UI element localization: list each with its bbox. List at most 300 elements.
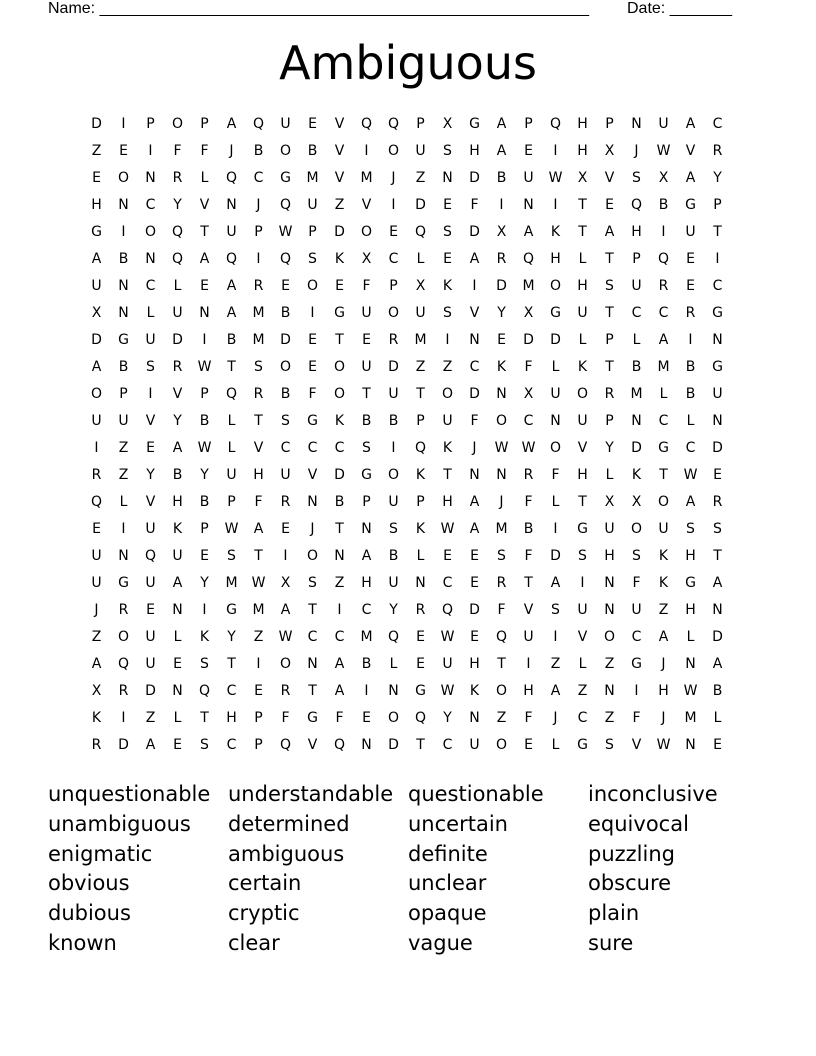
grid-letter: X (631, 494, 642, 510)
grid-letter: G (577, 521, 588, 537)
grid-letter: Q (360, 116, 373, 132)
grid-row (83, 246, 733, 273)
grid-letter: M (225, 575, 238, 591)
grid-letter: D (469, 170, 480, 186)
grid-letter: I (94, 440, 99, 456)
grid-letter: F (200, 143, 209, 159)
grid-letter: U (307, 197, 318, 213)
grid-letter: I (256, 656, 261, 672)
grid-letter: D (712, 629, 723, 645)
grid-letter: C (226, 737, 237, 753)
grid-letter: G (415, 683, 426, 699)
grid-letter: L (200, 170, 209, 186)
grid-letter: H (442, 494, 453, 510)
grid-letter: E (524, 737, 533, 753)
grid-letter: T (443, 467, 452, 483)
word-list-item: sure (588, 930, 634, 955)
grid-letter: U (577, 413, 588, 429)
grid-letter: D (388, 359, 399, 375)
grid-letter: E (362, 332, 371, 348)
grid-letter: S (443, 224, 452, 240)
grid-letter: B (361, 413, 372, 429)
grid-letter: I (364, 143, 369, 159)
grid-letter: O (630, 521, 643, 537)
grid-letter: X (91, 683, 102, 699)
grid-letter: T (308, 683, 317, 699)
grid-letter: C (442, 737, 453, 753)
grid-letter: Z (91, 143, 102, 159)
grid-letter: N (604, 683, 615, 699)
grid-letter: T (578, 494, 587, 510)
grid-letter: Y (605, 440, 614, 456)
grid-letter: V (685, 143, 696, 159)
grid-letter: B (118, 251, 129, 267)
grid-letter: L (173, 629, 182, 645)
grid-letter: A (361, 548, 372, 564)
grid-letter: Q (387, 116, 400, 132)
grid-letter: N (604, 602, 615, 618)
grid-letter: X (523, 305, 534, 321)
grid-letter: B (334, 494, 345, 510)
grid-letter: N (199, 305, 210, 321)
grid-letter: R (604, 386, 615, 402)
grid-letter: R (712, 143, 723, 159)
grid-letter: I (256, 251, 261, 267)
grid-letter: I (391, 440, 396, 456)
grid-letter: O (549, 278, 562, 294)
grid-letter: Q (414, 224, 427, 240)
grid-letter: U (361, 359, 372, 375)
grid-letter: N (496, 386, 507, 402)
grid-letter: N (172, 602, 183, 618)
grid-letter: M (414, 332, 427, 348)
grid-letter: F (524, 548, 533, 564)
grid-letter: T (335, 332, 344, 348)
grid-letter: S (686, 521, 695, 537)
grid-letter: R (172, 170, 183, 186)
grid-letter: E (173, 656, 182, 672)
grid-letter: A (226, 278, 237, 294)
grid-letter: O (279, 143, 292, 159)
grid-letter: L (578, 656, 587, 672)
grid-letter: E (524, 143, 533, 159)
grid-letter: X (415, 278, 426, 294)
grid-letter: W (440, 629, 455, 645)
grid-letter: H (253, 467, 264, 483)
grid-letter: W (197, 440, 212, 456)
grid-letter: E (416, 656, 425, 672)
grid-letter: S (497, 548, 506, 564)
grid-letter: G (226, 602, 237, 618)
grid-letter: T (362, 386, 371, 402)
grid-letter: W (440, 521, 455, 537)
grid-letter: T (605, 359, 614, 375)
grid-letter: Z (118, 467, 129, 483)
grid-letter: K (469, 683, 480, 699)
grid-letter: B (496, 170, 507, 186)
grid-letter: E (686, 278, 695, 294)
grid-letter: M (252, 305, 265, 321)
word-list-item: uncertain (408, 811, 508, 836)
grid-letter: V (361, 197, 372, 213)
grid-row (83, 570, 733, 597)
grid-letter: G (307, 413, 318, 429)
grid-letter: R (118, 602, 129, 618)
grid-letter: A (658, 629, 669, 645)
grid-letter: F (524, 359, 533, 375)
grid-letter: C (253, 170, 264, 186)
grid-letter: E (308, 332, 317, 348)
grid-letter: A (226, 305, 237, 321)
grid-letter: Y (200, 575, 209, 591)
grid-letter: V (604, 170, 615, 186)
grid-letter: T (200, 224, 209, 240)
grid-letter: H (91, 197, 102, 213)
grid-letter: T (605, 251, 614, 267)
grid-letter: E (443, 548, 452, 564)
grid-letter: I (553, 197, 558, 213)
grid-letter: B (280, 386, 291, 402)
grid-letter: I (148, 143, 153, 159)
grid-letter: A (199, 251, 210, 267)
grid-letter: Q (144, 548, 157, 564)
grid-letter: O (333, 386, 346, 402)
grid-letter: H (577, 278, 588, 294)
grid-letter: B (280, 305, 291, 321)
grid-letter: R (91, 467, 102, 483)
grid-row (83, 219, 733, 246)
grid-letter: G (118, 332, 129, 348)
grid-letter: V (334, 170, 345, 186)
grid-letter: U (145, 656, 156, 672)
grid-letter: P (524, 116, 533, 132)
grid-letter: B (658, 197, 669, 213)
grid-letter: U (577, 602, 588, 618)
grid-letter: E (362, 710, 371, 726)
grid-letter: I (526, 656, 531, 672)
grid-letter: C (388, 251, 399, 267)
grid-letter: I (715, 251, 720, 267)
grid-letter: A (604, 224, 615, 240)
grid-letter: I (121, 116, 126, 132)
grid-letter: S (308, 575, 317, 591)
grid-row (83, 192, 733, 219)
grid-row (83, 111, 733, 138)
grid-row (83, 435, 733, 462)
grid-letter: N (118, 197, 129, 213)
grid-row (83, 489, 733, 516)
grid-letter: I (553, 521, 558, 537)
grid-letter: O (306, 548, 319, 564)
grid-letter: A (550, 683, 561, 699)
grid-letter: S (146, 359, 155, 375)
grid-letter: P (713, 197, 722, 213)
grid-letter: N (469, 332, 480, 348)
grid-letter: V (172, 386, 183, 402)
grid-letter: Q (225, 251, 238, 267)
grid-letter: R (91, 737, 102, 753)
grid-letter: O (279, 359, 292, 375)
grid-letter: M (252, 332, 265, 348)
grid-letter: I (310, 305, 315, 321)
grid-letter: Y (173, 413, 182, 429)
grid-letter: P (254, 710, 263, 726)
grid-letter: U (118, 413, 129, 429)
grid-letter: C (658, 413, 669, 429)
grid-letter: C (361, 602, 372, 618)
grid-letter: L (605, 467, 614, 483)
grid-letter: R (685, 305, 696, 321)
grid-letter: U (226, 224, 237, 240)
grid-letter: N (469, 467, 480, 483)
grid-letter: V (199, 197, 210, 213)
grid-letter: N (685, 737, 696, 753)
grid-letter: O (495, 413, 508, 429)
grid-letter: U (172, 548, 183, 564)
grid-letter: U (658, 521, 669, 537)
grid-letter: M (306, 170, 319, 186)
grid-letter: P (200, 116, 209, 132)
grid-letter: M (495, 521, 508, 537)
grid-letter: V (307, 737, 318, 753)
grid-letter: V (253, 440, 264, 456)
grid-letter: H (685, 548, 696, 564)
grid-letter: N (631, 413, 642, 429)
grid-letter: C (145, 278, 156, 294)
grid-letter: G (685, 575, 696, 591)
grid-row (83, 354, 733, 381)
grid-letter: G (550, 305, 561, 321)
grid-letter: I (553, 143, 558, 159)
grid-letter: X (361, 251, 372, 267)
grid-row (83, 651, 733, 678)
grid-letter: X (91, 305, 102, 321)
grid-letter: I (634, 683, 639, 699)
grid-letter: O (333, 359, 346, 375)
grid-letter: P (416, 494, 425, 510)
grid-letter: A (712, 575, 723, 591)
grid-letter: J (661, 710, 666, 726)
grid-letter: A (469, 251, 480, 267)
grid-letter: A (685, 170, 696, 186)
grid-letter: O (549, 440, 562, 456)
grid-letter: E (470, 629, 479, 645)
grid-letter: L (227, 440, 236, 456)
word-list-item: ambiguous (228, 841, 345, 866)
grid-letter: C (631, 629, 642, 645)
grid-letter: M (630, 386, 643, 402)
grid-letter: U (604, 521, 615, 537)
grid-letter: T (227, 656, 236, 672)
grid-letter: G (712, 359, 723, 375)
grid-letter: F (254, 494, 263, 510)
grid-letter: N (631, 116, 642, 132)
grid-letter: N (118, 278, 129, 294)
grid-letter: V (469, 305, 480, 321)
word-list (48, 780, 788, 959)
grid-letter: F (281, 710, 290, 726)
grid-letter: Z (577, 683, 588, 699)
grid-letter: H (658, 683, 669, 699)
grid-letter: I (580, 575, 585, 591)
grid-letter: B (307, 143, 318, 159)
grid-letter: U (550, 386, 561, 402)
grid-letter: W (278, 629, 293, 645)
grid-letter: E (281, 278, 290, 294)
grid-letter: D (550, 332, 561, 348)
grid-letter: L (551, 359, 560, 375)
grid-letter: U (145, 332, 156, 348)
grid-letter: J (472, 440, 477, 456)
grid-letter: L (119, 494, 128, 510)
grid-letter: Y (200, 467, 209, 483)
grid-letter: N (118, 548, 129, 564)
grid-letter: H (577, 143, 588, 159)
grid-letter: O (387, 305, 400, 321)
grid-letter: P (227, 494, 236, 510)
grid-letter: U (172, 305, 183, 321)
word-list-item: definite (408, 841, 488, 866)
grid-letter: K (496, 359, 507, 375)
grid-letter: S (443, 305, 452, 321)
grid-letter: A (145, 737, 156, 753)
grid-letter: G (631, 656, 642, 672)
grid-letter: P (254, 737, 263, 753)
grid-letter: Q (279, 737, 292, 753)
grid-letter: A (550, 575, 561, 591)
grid-letter: G (658, 440, 669, 456)
grid-letter: Y (227, 629, 236, 645)
grid-letter: T (416, 737, 425, 753)
grid-letter: L (686, 413, 695, 429)
grid-row (83, 597, 733, 624)
grid-letter: E (686, 251, 695, 267)
grid-letter: B (631, 359, 642, 375)
grid-letter: O (360, 224, 373, 240)
grid-row (83, 381, 733, 408)
grid-letter: Z (334, 575, 345, 591)
word-list-item: certain (228, 871, 302, 896)
grid-letter: B (523, 521, 534, 537)
grid-letter: E (200, 548, 209, 564)
word-list-item: enigmatic (48, 841, 153, 866)
grid-row (83, 678, 733, 705)
grid-letter: G (91, 224, 102, 240)
grid-letter: I (445, 332, 450, 348)
grid-letter: O (117, 629, 130, 645)
grid-letter: U (91, 575, 102, 591)
grid-letter: M (360, 170, 373, 186)
grid-letter: E (713, 467, 722, 483)
grid-letter: A (469, 494, 480, 510)
grid-letter: L (686, 629, 695, 645)
grid-letter: P (119, 386, 128, 402)
grid-letter: R (172, 359, 183, 375)
grid-letter: A (685, 494, 696, 510)
grid-letter: Q (279, 197, 292, 213)
grid-letter: A (91, 656, 102, 672)
grid-letter: F (335, 710, 344, 726)
grid-letter: D (415, 197, 426, 213)
grid-letter: O (441, 386, 454, 402)
grid-letter: Q (495, 629, 508, 645)
grid-letter: F (524, 710, 533, 726)
grid-letter: O (279, 656, 292, 672)
grid-letter: F (551, 467, 560, 483)
grid-letter: O (495, 683, 508, 699)
grid-letter: F (632, 710, 641, 726)
grid-letter: O (90, 386, 103, 402)
grid-letter: B (361, 656, 372, 672)
grid-letter: E (389, 224, 398, 240)
grid-letter: V (577, 440, 588, 456)
grid-letter: M (522, 278, 535, 294)
word-list-item: puzzling (588, 841, 675, 866)
grid-letter: P (632, 251, 641, 267)
grid-letter: C (712, 278, 723, 294)
grid-letter: S (551, 602, 560, 618)
grid-letter: X (523, 386, 534, 402)
grid-letter: U (388, 386, 399, 402)
grid-letter: T (335, 521, 344, 537)
word-list-item: cryptic (228, 901, 300, 926)
grid-letter: N (145, 170, 156, 186)
grid-letter: N (442, 170, 453, 186)
grid-row (83, 516, 733, 543)
grid-letter: C (685, 440, 696, 456)
grid-letter: N (712, 332, 723, 348)
grid-letter: Q (279, 251, 292, 267)
grid-letter: X (577, 170, 588, 186)
grid-letter: D (145, 683, 156, 699)
grid-letter: U (523, 629, 534, 645)
grid-letter: R (712, 494, 723, 510)
grid-letter: V (334, 116, 345, 132)
word-list-item: unambiguous (48, 811, 191, 836)
grid-letter: T (254, 548, 263, 564)
grid-letter: G (361, 467, 372, 483)
grid-letter: A (469, 521, 480, 537)
grid-letter: U (415, 305, 426, 321)
grid-letter: D (388, 737, 399, 753)
grid-row (83, 732, 733, 759)
grid-letter: N (469, 710, 480, 726)
grid-letter: B (712, 683, 723, 699)
grid-letter: N (226, 197, 237, 213)
grid-letter: U (145, 629, 156, 645)
word-list-item: plain (588, 901, 640, 926)
grid-letter: Y (389, 602, 398, 618)
grid-letter: I (553, 629, 558, 645)
grid-letter: O (144, 224, 157, 240)
grid-letter: E (497, 332, 506, 348)
grid-letter: D (280, 332, 291, 348)
grid-letter: Q (387, 629, 400, 645)
grid-letter: K (415, 467, 426, 483)
grid-letter: I (364, 683, 369, 699)
grid-letter: D (469, 224, 480, 240)
grid-letter: P (389, 278, 398, 294)
grid-letter: A (712, 656, 723, 672)
grid-letter: I (499, 197, 504, 213)
grid-letter: I (472, 278, 477, 294)
grid-letter: R (118, 683, 129, 699)
grid-letter: S (200, 656, 209, 672)
grid-letter: U (523, 170, 534, 186)
grid-letter: Q (252, 116, 265, 132)
grid-letter: T (605, 305, 614, 321)
grid-letter: L (713, 710, 722, 726)
